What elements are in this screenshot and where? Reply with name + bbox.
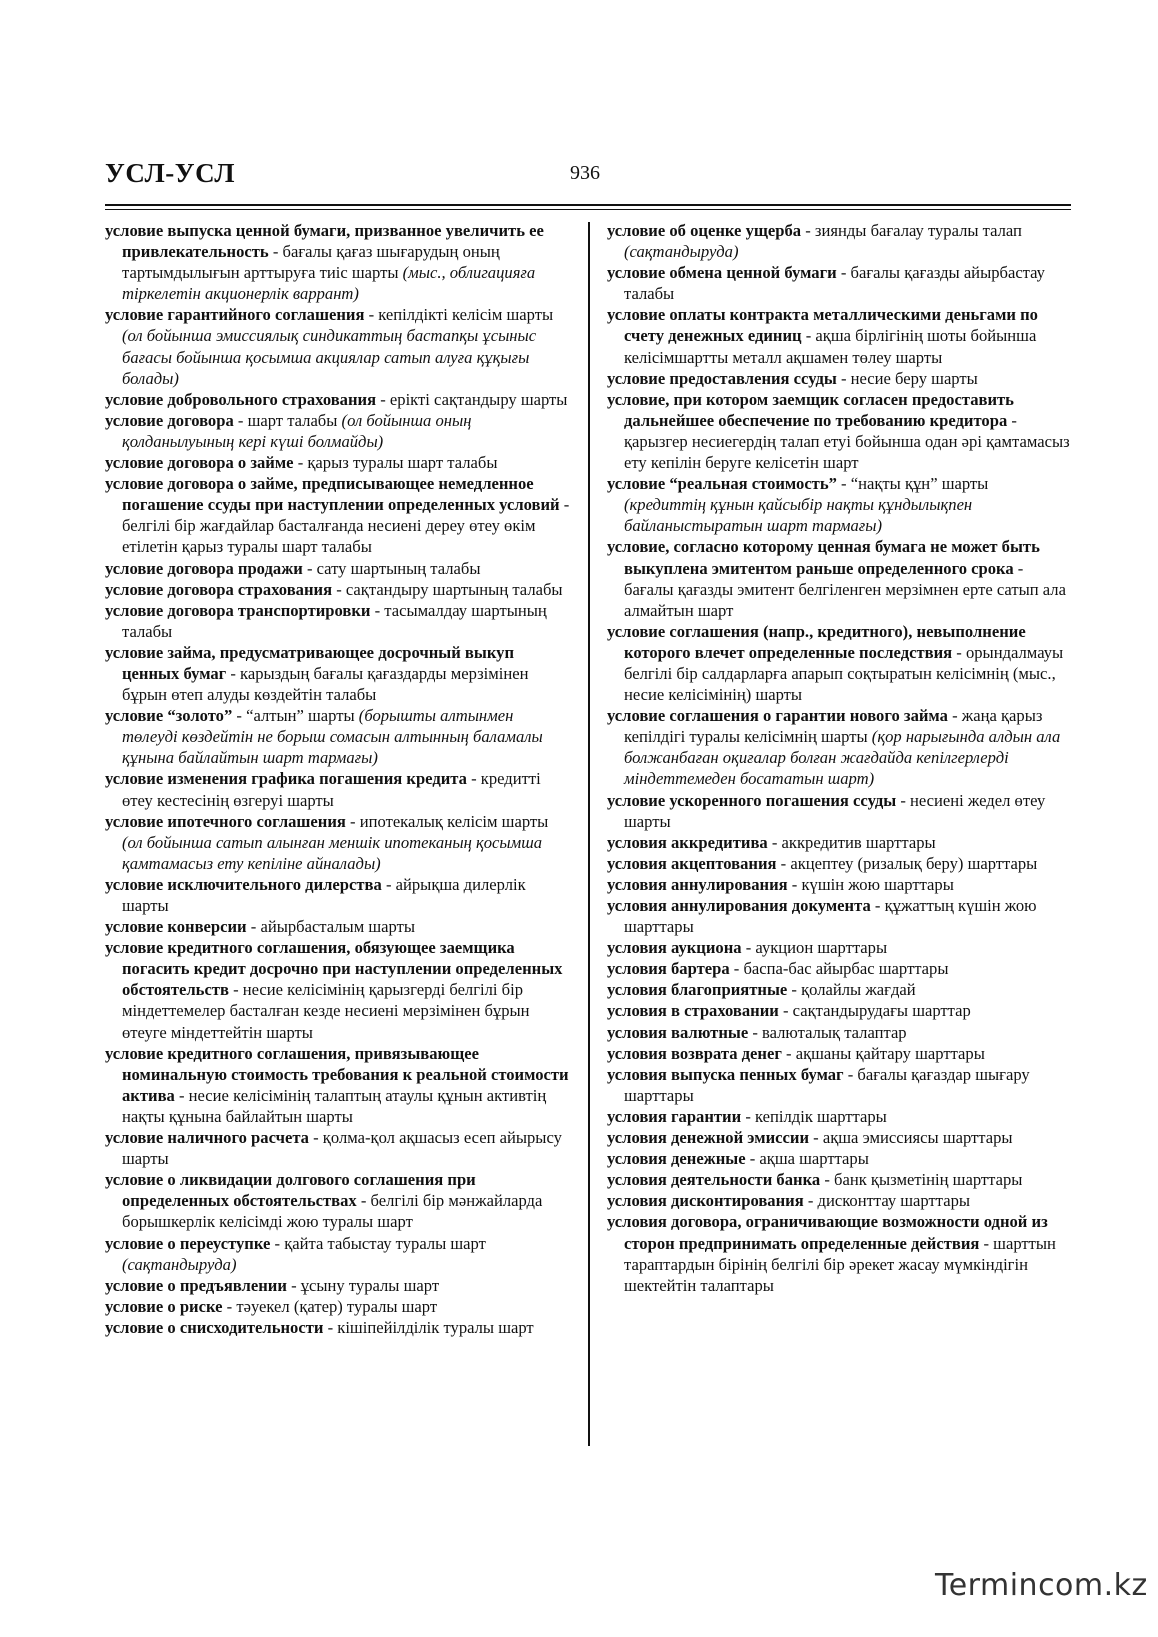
entry-term: условие добровольного страхования — [105, 389, 377, 409]
dictionary-entry — [607, 1169, 1073, 1190]
dictionary-entry — [607, 937, 1073, 958]
header-rule-thick — [105, 204, 1071, 206]
entry-note: (сақтандыруда) — [122, 1254, 237, 1274]
entry-term: условие договора о займе, предписывающее немедленное погашение ссуды при наступлении определенных условий — [105, 474, 560, 515]
entry-definition: - айрықша дилерлік шарты — [122, 874, 526, 915]
dictionary-entry — [105, 1169, 572, 1232]
entry-term: условие о риске — [105, 1296, 223, 1316]
entry-term: условия акцептования — [607, 853, 777, 873]
entry-term: условия аукциона — [607, 938, 742, 958]
entry-note: (кредиттің құнын қайсыбір нақты құндылықпен байланыстыратын шарт тармағы) — [624, 495, 973, 536]
entry-term: условия в страховании — [607, 1001, 779, 1021]
entry-term: условие договора транспортировки — [105, 600, 371, 620]
entry-term: условие о снисходительности — [105, 1317, 324, 1337]
dictionary-entry — [607, 1127, 1073, 1148]
entry-term: условие договора продажи — [105, 558, 303, 578]
dictionary-entry — [607, 874, 1073, 895]
entry-definition: - жаңа қарыз кепілдігі туралы келісімнің шарты — [624, 706, 1043, 747]
entry-definition: - қарызгер несиегердің талап етуі бойынша одан әрі қамтамасыз ету кепілін беруге келісетін шарт — [624, 410, 1070, 473]
entry-definition: - ұсыну туралы шарт — [286, 1275, 440, 1295]
entry-term: условие о предъявлении — [105, 1275, 287, 1295]
entry-definition: - сату шартының талабы — [302, 558, 481, 578]
entry-term: условие кредитного соглашения, обязующее заемщика погасить кредит досрочно при наступлении определенных обстоятельств — [105, 938, 563, 1000]
entry-term: условия бартера — [607, 959, 730, 979]
entry-term: условие изменения графика погашения кредита — [105, 769, 467, 789]
dictionary-entry — [607, 1022, 1073, 1043]
entry-definition: - қолайлы жағдай — [787, 980, 916, 1000]
dictionary-entry — [105, 1317, 572, 1338]
entry-term: условие конверсии — [105, 917, 247, 937]
entry-definition: - зиянды бағалау туралы талап — [801, 221, 1022, 240]
entry-note: (ол бойынша сатып алынған меншік ипотеканың қосымша қамтамасыз ету кепіліне айналады) — [122, 832, 543, 873]
entry-definition: - қолма-қол ақшасыз есеп айырысу шарты — [122, 1128, 562, 1169]
dictionary-entry — [607, 832, 1073, 853]
entry-note: (мыс., облигацияға тіркелетін акционерлік варрант) — [122, 263, 536, 304]
entry-definition: - баспа-бас айырбас шарттары — [729, 959, 949, 979]
entry-definition: - аукцион шарттары — [741, 938, 888, 958]
dictionary-entry — [105, 473, 572, 557]
dictionary-entry — [607, 979, 1073, 1000]
entry-note: (сақтандыруда) — [624, 242, 739, 262]
entry-term: условия денежные — [607, 1149, 746, 1169]
entry-term: условие обмена ценной бумаги — [607, 263, 837, 283]
entry-definition: - ақша эмиссиясы шарттары — [809, 1128, 1013, 1148]
header-rule-thin — [105, 209, 1071, 210]
entry-definition: - ерікті сақтандыру шарты — [376, 389, 568, 409]
dictionary-entry — [105, 579, 572, 600]
termincom-logo: Termincom.kz — [935, 1568, 1148, 1603]
dictionary-entry — [105, 705, 572, 768]
dictionary-entry — [607, 1106, 1073, 1127]
entry-term: условия аккредитива — [607, 832, 768, 852]
entry-note: (ол бойынша эмиссиялық синдикаттың бастапқы ұсыныс бағасы бойынша қосымша акциялар сатып алуға құқығы болады) — [122, 326, 537, 388]
entry-term: условие “реальная стоимость” — [607, 474, 837, 494]
entry-definition: - тәуекел (қатер) туралы шарт — [222, 1296, 438, 1316]
entry-term: условие о ликвидации долгового соглашения при определенных обстоятельствах — [105, 1170, 476, 1211]
entry-definition: - бағалы қағазды айырбастау талабы — [624, 263, 1045, 304]
dictionary-entry — [607, 958, 1073, 979]
entry-definition: - шарттын тараптардын бірінің белгілі бір әрекет жасау мүмкіндігін шектейтін талаптары — [624, 1233, 1056, 1295]
entry-definition: - орындалмауы белгілі бір салдарларға апарып соқтыратын келісімнің (мыс., несие келісімінің) шарты — [624, 642, 1064, 705]
dictionary-entry — [607, 790, 1073, 832]
entry-definition: - сақтандырудағы шарттар — [778, 1001, 971, 1021]
dictionary-entry — [105, 1043, 572, 1127]
dictionary-entry — [105, 452, 572, 473]
entry-definition: - валюталық талаптар — [748, 1022, 907, 1042]
entry-definition: - карыздың бағалы қағаздарды мерзімінен бұрын өтеп алуды көздейтін талабы — [122, 663, 529, 705]
dictionary-entry — [105, 768, 572, 810]
entry-definition: - бағалы қағазды эмитент белгіленген мерзімнен ерте сатып ала алмайтын шарт — [624, 558, 1066, 620]
entry-definition: - несиені жедел өтеу шарты — [624, 790, 1046, 831]
dictionary-entry — [105, 600, 572, 642]
dictionary-entry — [105, 220, 572, 304]
entry-definition: - шарт талабы — [233, 410, 342, 430]
entry-term: условие о переуступке — [105, 1233, 271, 1253]
entry-term: условия дисконтирования — [607, 1191, 804, 1211]
entry-definition: - ақша шарттары — [745, 1149, 869, 1169]
dictionary-entry — [607, 705, 1073, 789]
entry-definition: - ипотекалық келісім шарты — [345, 811, 549, 831]
column-divider — [588, 222, 590, 1446]
dictionary-entry — [105, 558, 572, 579]
entry-term: условия аннулирования документа — [607, 896, 871, 915]
entry-note: (борышты алтынмен төлеуді көздейтін не борыш сомасын алтынның баламалы құнына байлайтын шарт тармағы) — [122, 706, 543, 768]
entry-term: условие “золото” — [105, 706, 233, 726]
entry-term: условие, согласно которому ценная бумага не может быть выкуплена эмитентом раньше определенного срока — [607, 537, 1040, 578]
entry-definition: - “нақты құн” шарты — [836, 474, 989, 494]
entry-definition: - қарыз туралы шарт талабы — [293, 453, 498, 473]
entry-definition: - айырбасталым шарты — [246, 917, 415, 937]
dictionary-entry — [105, 1127, 572, 1169]
entry-definition: - күшін жою шарттары — [787, 874, 954, 894]
entry-definition: - кредитті өтеу кестесінің өзгеруі шарты — [122, 769, 541, 810]
entry-term: условие наличного расчета — [105, 1128, 309, 1148]
entry-definition: - кепілдікті келісім шарты — [364, 305, 554, 325]
entry-term: условие договора — [105, 410, 234, 430]
dictionary-entry — [607, 1000, 1073, 1021]
dictionary-entry — [607, 220, 1073, 262]
dictionary-entry — [607, 621, 1073, 705]
entry-term: условие договора страхования — [105, 579, 333, 599]
dictionary-entry — [105, 1233, 572, 1275]
dictionary-entry — [607, 1043, 1073, 1064]
dictionary-entry — [105, 1275, 572, 1296]
entry-definition: - тасымалдау шартының талабы — [122, 600, 547, 641]
dictionary-entry — [607, 1211, 1073, 1295]
dictionary-entry — [607, 262, 1073, 304]
entry-term: условия благоприятные — [607, 980, 788, 1000]
dictionary-entry — [607, 304, 1073, 367]
entry-note: (ол бойынша оның қолданылуының кері күші болмайды) — [122, 410, 472, 451]
dictionary-entry — [105, 937, 572, 1042]
entry-term: условия возврата денег — [607, 1043, 782, 1063]
dictionary-entry — [607, 1190, 1073, 1211]
entry-note: (қор нарығында алдын ала болжанбаған оқиғалар болған жағдайда кепілгерлерді міндеттемеден босататын шарт) — [624, 727, 1061, 789]
entry-definition: - кішіпейілділік туралы шарт — [323, 1317, 534, 1337]
entry-term: условие, при котором заемщик согласен предоставить дальнейшее обеспечение по требованию кредитора — [607, 389, 1014, 430]
entry-term: условие договора о займе — [105, 453, 294, 473]
entry-definition: - қайта табыстау туралы шарт — [270, 1233, 486, 1253]
entry-definition: - кепілдік шарттары — [741, 1106, 887, 1126]
entry-term: условия валютные — [607, 1022, 749, 1042]
dictionary-entry — [105, 1296, 572, 1317]
entry-definition: - белгілі бір жағдайлар басталғанда несиені дереу өтеу өкім етілетін қарыз туралы шарт талабы — [122, 495, 570, 557]
entry-term: условия договора, ограничивающие возможности одной из сторон предпринимать определенные действия — [607, 1212, 1048, 1253]
entry-definition: - ақша бірлігінің шоты бойынша келісімшартты металл ақшамен төлеу шарты — [624, 326, 1037, 367]
entry-definition: - құжаттың күшін жою шарттары — [624, 896, 1037, 937]
entry-term: условие соглашения о гарантии нового займа — [607, 706, 948, 726]
page-number: 936 — [570, 162, 600, 184]
entry-definition: - сақтандыру шартының талабы — [332, 579, 563, 599]
dictionary-entry — [105, 304, 572, 388]
entry-term: условие гарантийного соглашения — [105, 305, 365, 325]
entry-definition: - “алтын” шарты — [232, 706, 359, 726]
dictionary-entry — [607, 895, 1073, 937]
entry-definition: - белгілі бір мәнжайларда борышкерлік келісімді жою туралы шарт — [122, 1191, 543, 1232]
dictionary-entry — [105, 916, 572, 937]
dictionary-entry — [607, 1148, 1073, 1169]
entry-definition: - банк қызметінің шарттары — [820, 1170, 1023, 1190]
dictionary-entry — [607, 853, 1073, 874]
entry-term: условие ипотечного соглашения — [105, 811, 346, 831]
dictionary-entry — [105, 811, 572, 874]
dictionary-entry — [607, 536, 1073, 620]
entry-definition: - несие келісімінің қарызгерді белгілі бір міндеттемелер басталған кезде несиені мерзімінен бұрын өтеуге міндеттейтін шарты — [122, 980, 530, 1042]
entry-term: условия гарантии — [607, 1106, 742, 1126]
entry-term: условия денежной эмиссии — [607, 1128, 810, 1148]
dictionary-entry — [607, 389, 1073, 473]
entry-term: условие исключительного дилерства — [105, 874, 382, 894]
entry-term: условие оплаты контракта металлическими деньгами по счету денежных единиц — [607, 305, 1038, 346]
entry-term: условие предоставления ссуды — [607, 368, 837, 388]
entry-definition: - бағалы қағаз шығарудың оның тартымдылығын арттыруға тиіс шарты — [122, 242, 500, 283]
entry-term: условие кредитного соглашения, привязывающее номинальную стоимость требования к реальной стоимости актива — [105, 1043, 569, 1105]
dictionary-entry — [105, 642, 572, 705]
entry-term: условия деятельности банка — [607, 1170, 821, 1190]
entry-term: условие ускоренного погашения ссуды — [607, 790, 897, 810]
left-column — [105, 220, 572, 1338]
entry-definition: - акцептеу (ризалық беру) шарттары — [776, 853, 1038, 873]
entry-term: условия аннулирования — [607, 874, 788, 894]
entry-term: условие об оценке ущерба — [607, 221, 802, 240]
entry-term: условия выпуска пенных бумаг — [607, 1064, 844, 1084]
dictionary-entry — [607, 473, 1073, 536]
running-head: УСЛ-УСЛ — [105, 158, 236, 188]
entry-term: условие соглашения (напр., кредитного), невыполнение которого влечет определенные последствия — [607, 621, 1026, 662]
entry-definition: - дисконттау шарттары — [803, 1191, 971, 1211]
entry-definition: - аккредитив шарттары — [767, 832, 936, 852]
entry-definition: - бағалы қағаздар шығару шарттары — [624, 1064, 1030, 1105]
dictionary-entry — [105, 874, 572, 916]
dictionary-entry — [105, 410, 572, 452]
entry-term: условие займа, предусматривающее досрочный выкуп ценных бумаг — [105, 642, 515, 683]
entry-definition: - ақшаны қайтару шарттары — [781, 1043, 985, 1063]
right-column — [607, 220, 1073, 1296]
page-header — [105, 158, 1070, 206]
entry-term: условие выпуска ценной бумаги, призванное увеличить ее привлекательность — [105, 221, 544, 262]
dictionary-entry — [607, 368, 1073, 389]
dictionary-entry — [105, 389, 572, 410]
entry-definition: - несие келісімінің талаптың атаулы құнын активтің нақты құнына байлайтын шарты — [122, 1085, 547, 1126]
entry-definition: - несие беру шарты — [836, 368, 978, 388]
dictionary-entry — [607, 1064, 1073, 1106]
